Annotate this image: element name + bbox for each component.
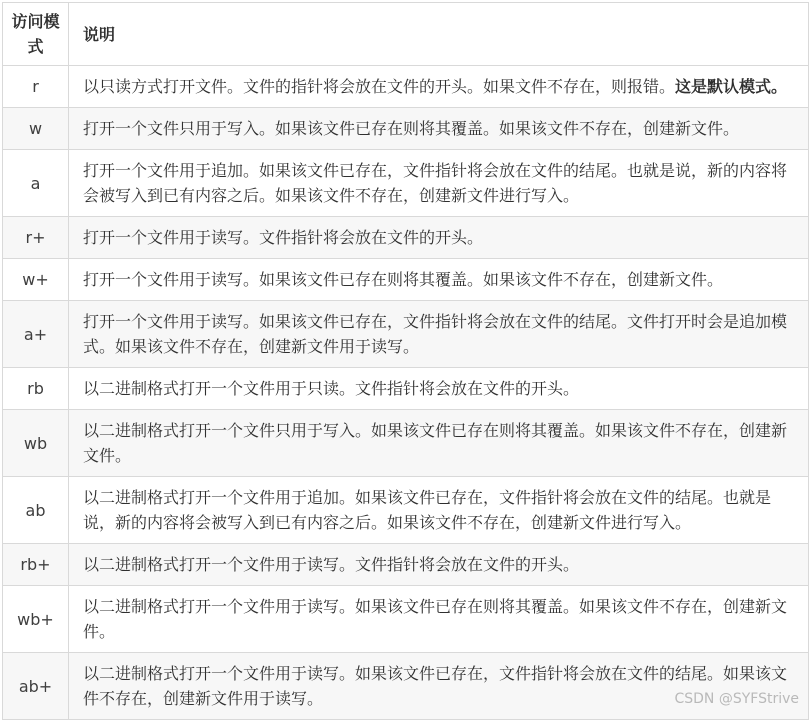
table-row	[3, 217, 809, 259]
description-text: 以二进制格式打开一个文件用于读写。如果该文件已存在，文件指针将会放在文件的结尾。如果该文件不存在，创建新文件用于读写。	[83, 664, 788, 708]
table-row	[3, 477, 809, 544]
table-row	[3, 368, 809, 410]
description-bold-text: 这是默认模式。	[675, 77, 788, 96]
table-row	[3, 259, 809, 301]
header-row	[3, 3, 809, 66]
description-cell	[69, 66, 809, 108]
mode-cell: r	[3, 66, 69, 108]
table-row	[3, 586, 809, 653]
description-text: 以二进制格式打开一个文件用于追加。如果该文件已存在，文件指针将会放在文件的结尾。也就是说，新的内容将会被写入到已有内容之后。如果该文件不存在，创建新文件进行写入。	[83, 488, 772, 532]
description-cell	[69, 410, 809, 477]
description-text: 打开一个文件只用于写入。如果该文件已存在则将其覆盖。如果该文件不存在，创建新文件。	[83, 119, 740, 138]
description-cell	[69, 217, 809, 259]
description-cell	[69, 301, 809, 368]
description-cell	[69, 150, 809, 217]
description-text: 以二进制格式打开一个文件用于读写。文件指针将会放在文件的开头。	[83, 555, 580, 574]
description-cell	[69, 544, 809, 586]
table-row	[3, 150, 809, 217]
header-description: 说明	[69, 3, 809, 66]
file-access-modes-table	[2, 2, 809, 720]
description-text: 打开一个文件用于读写。文件指针将会放在文件的开头。	[83, 228, 484, 247]
description-text: 打开一个文件用于追加。如果该文件已存在，文件指针将会放在文件的结尾。也就是说，新的内容将会被写入到已有内容之后。如果该文件不存在，创建新文件进行写入。	[83, 161, 788, 205]
mode-cell: r+	[3, 217, 69, 259]
description-cell	[69, 108, 809, 150]
mode-cell: w+	[3, 259, 69, 301]
description-text: 以只读方式打开文件。文件的指针将会放在文件的开头。如果文件不存在，则报错。	[83, 77, 676, 96]
table-row	[3, 544, 809, 586]
mode-cell: ab+	[3, 653, 69, 720]
table-row	[3, 410, 809, 477]
description-text: 打开一个文件用于读写。如果该文件已存在，文件指针将会放在文件的结尾。文件打开时会是追加模式。如果该文件不存在，创建新文件用于读写。	[83, 312, 788, 356]
header-access-mode: 访问模式	[3, 3, 69, 66]
table-row	[3, 66, 809, 108]
mode-cell: rb+	[3, 544, 69, 586]
table-head	[3, 3, 809, 66]
description-cell	[69, 653, 809, 720]
watermark: CSDN @SYFStrive	[674, 691, 799, 707]
table-row	[3, 653, 809, 720]
mode-cell: a+	[3, 301, 69, 368]
description-cell	[69, 477, 809, 544]
mode-cell: rb	[3, 368, 69, 410]
description-cell	[69, 259, 809, 301]
description-text: 以二进制格式打开一个文件用于只读。文件指针将会放在文件的开头。	[83, 379, 580, 398]
description-text: 打开一个文件用于读写。如果该文件已存在则将其覆盖。如果该文件不存在，创建新文件。	[83, 270, 724, 289]
mode-cell: ab	[3, 477, 69, 544]
description-text: 以二进制格式打开一个文件只用于写入。如果该文件已存在则将其覆盖。如果该文件不存在，创建新文件。	[83, 421, 788, 465]
description-cell	[69, 368, 809, 410]
table-row	[3, 108, 809, 150]
description-text: 以二进制格式打开一个文件用于读写。如果该文件已存在则将其覆盖。如果该文件不存在，创建新文件。	[83, 597, 788, 641]
mode-cell: wb+	[3, 586, 69, 653]
page	[0, 2, 811, 720]
mode-cell: a	[3, 150, 69, 217]
description-cell	[69, 586, 809, 653]
mode-cell: w	[3, 108, 69, 150]
mode-cell: wb	[3, 410, 69, 477]
table-row	[3, 301, 809, 368]
table-body	[3, 66, 809, 720]
